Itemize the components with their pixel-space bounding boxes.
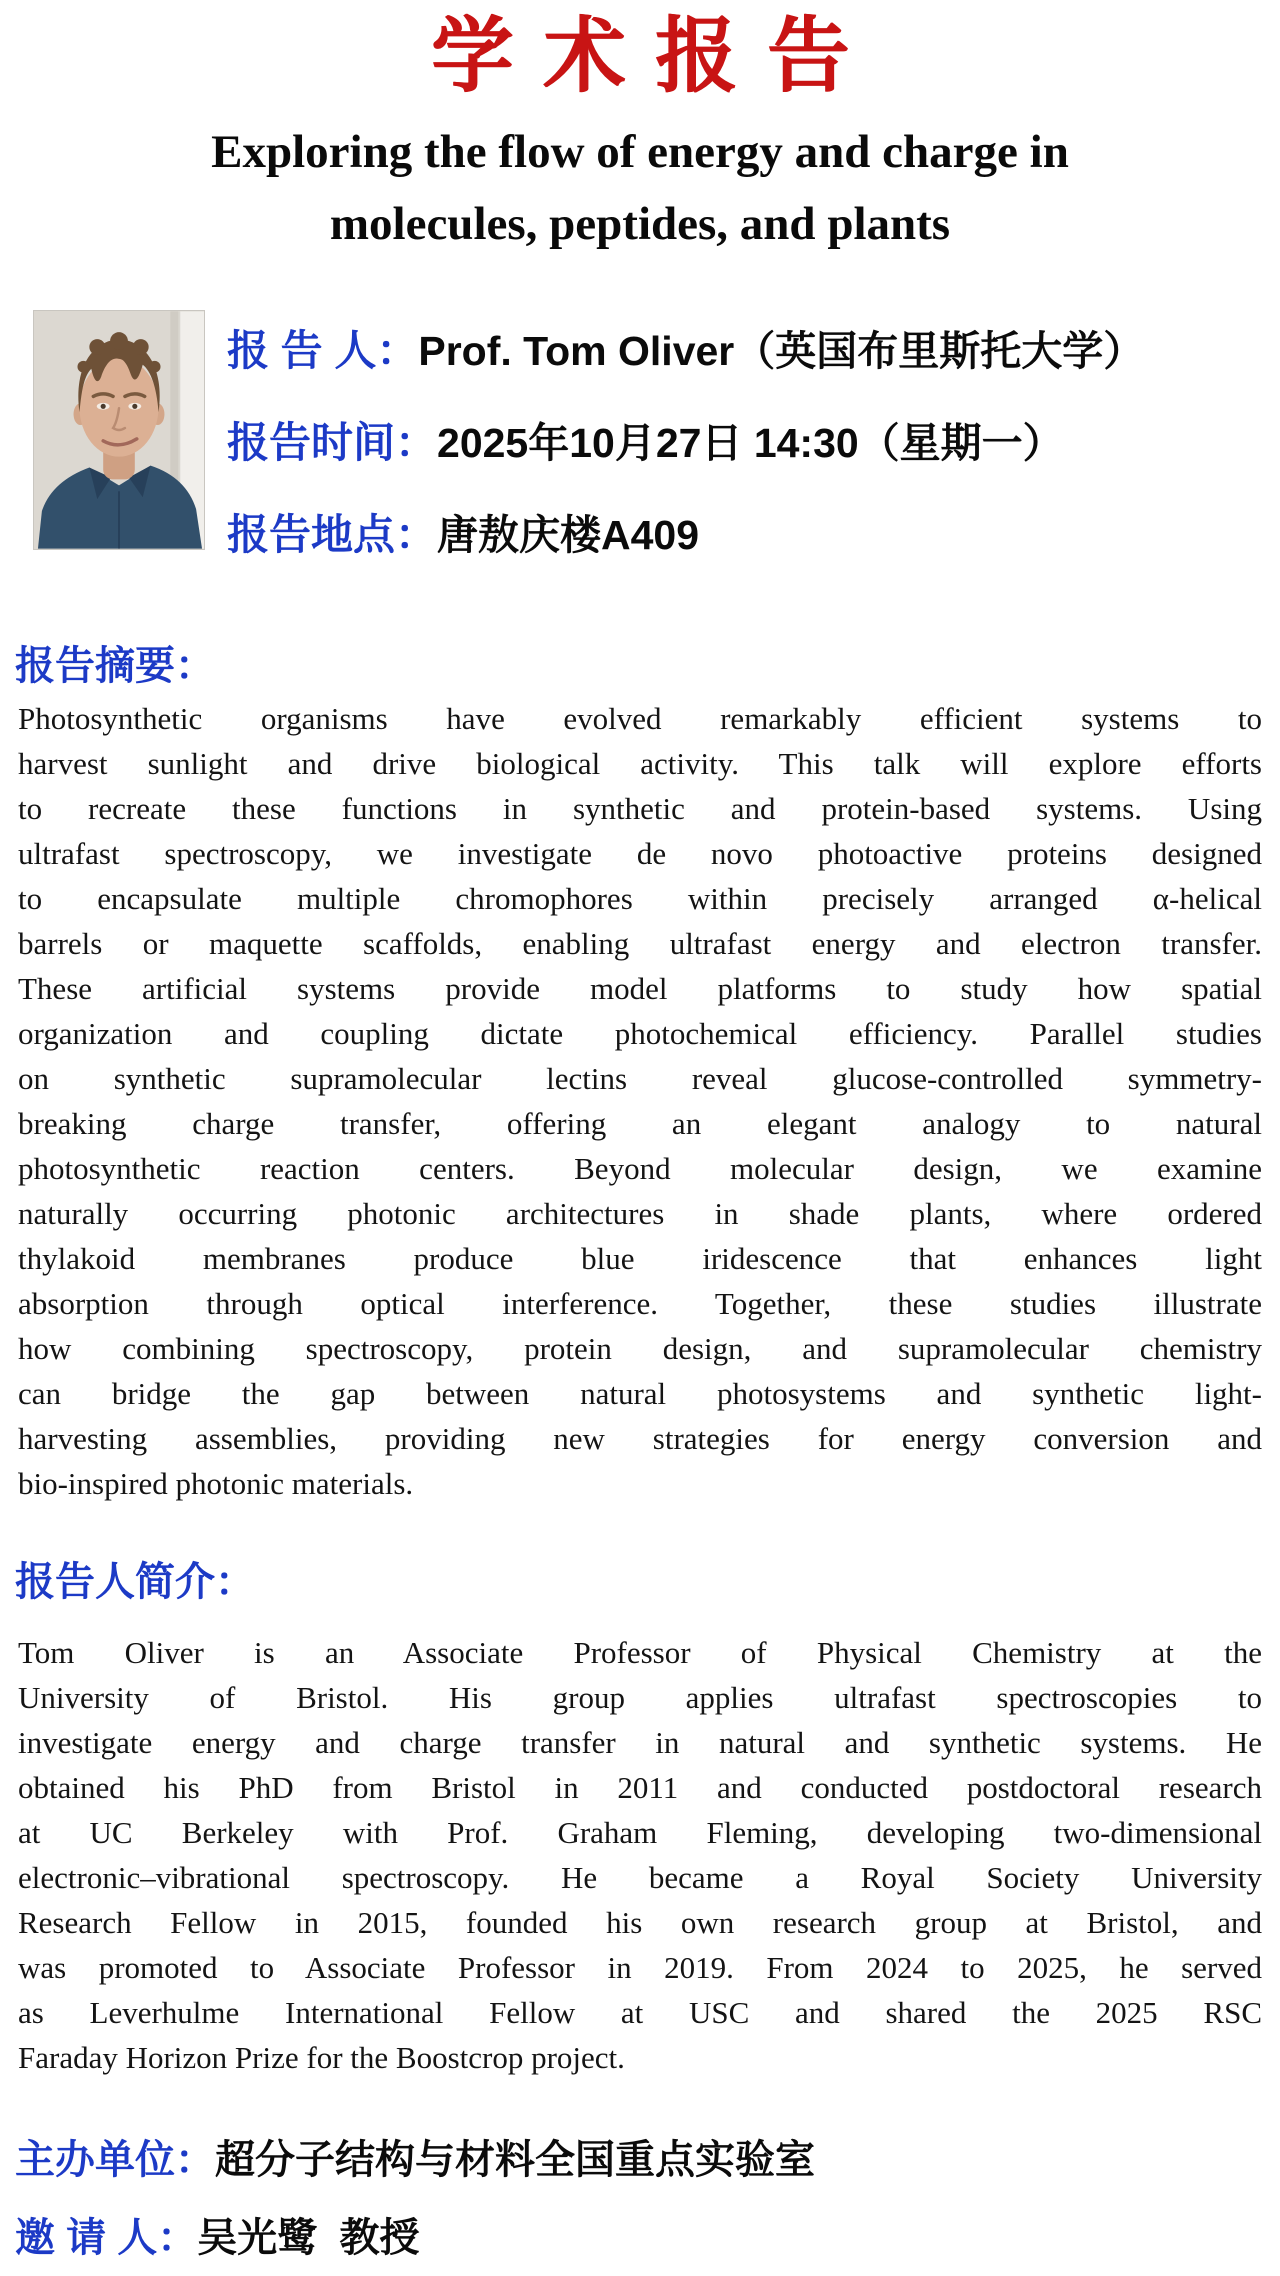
talk-time-label: 报告时间： (227, 419, 438, 466)
talk-location-label: 报告地点： (227, 511, 438, 558)
speaker-info (227, 310, 1144, 600)
abstract-line: absorption through optical interference. Together, these studies illustrate (18, 1286, 1262, 1321)
inviter-label: 邀 请 人： (15, 2216, 198, 2260)
bio-line: Tom Oliver is an Associate Professor of Physical Chemistry at the (18, 1635, 1262, 1670)
talk-title (0, 116, 1280, 260)
bio-line: as Leverhulme International Fellow at USC and shared the 2025 RSC (18, 1995, 1262, 2030)
abstract-line: bio-inspired photonic materials. (18, 1466, 414, 1501)
bio-line: electronic–vibrational spectroscopy. He became a Royal Society University (18, 1860, 1262, 1895)
speaker-section (33, 310, 1280, 600)
speaker-name-value: Prof. Tom Oliver（英国布里斯托大学） (418, 328, 1145, 374)
abstract-line: on synthetic supramolecular lectins reveal glucose-controlled symmetry- (18, 1061, 1262, 1096)
talk-title-line2: molecules, peptides, and plants (329, 198, 951, 250)
abstract-line: harvest sunlight and drive biological activity. This talk will explore efforts (18, 746, 1262, 781)
talk-location-row (227, 508, 1144, 562)
bio-paragraph (18, 1630, 1262, 2080)
talk-time-row (227, 416, 1144, 470)
bio-line: obtained his PhD from Bristol in 2011 and conducted postdoctoral research (18, 1770, 1262, 1805)
abstract-line: how combining spectroscopy, protein design, and supramolecular chemistry (18, 1331, 1262, 1366)
speaker-photo (33, 310, 205, 550)
speaker-name-label: 报 告 人： (227, 327, 419, 374)
speaker-name-row (227, 324, 1144, 378)
speaker-photo-illustration (34, 311, 204, 549)
abstract-line: organization and coupling dictate photochemical efficiency. Parallel studies (18, 1016, 1262, 1051)
inviter-row (15, 2212, 1280, 2264)
abstract-line: photosynthetic reaction centers. Beyond molecular design, we examine (18, 1151, 1262, 1186)
abstract-line: to recreate these functions in synthetic and protein-based systems. Using (18, 791, 1262, 826)
talk-location-value: 唐敖庆楼A409 (437, 512, 700, 558)
abstract-paragraph (18, 696, 1262, 1506)
bio-line: University of Bristol. His group applies ultrafast spectroscopies to (18, 1680, 1262, 1715)
bio-line: investigate energy and charge transfer in natural and synthetic systems. He (18, 1725, 1262, 1760)
abstract-line: can bridge the gap between natural photosystems and synthetic light- (18, 1376, 1262, 1411)
abstract-line: These artificial systems provide model platforms to study how spatial (18, 971, 1262, 1006)
host-row (15, 2134, 1280, 2186)
talk-time-value: 2025年10月27日 14:30（星期一） (437, 420, 1064, 466)
bio-heading: 报告人简介： (15, 1560, 255, 1604)
abstract-line: naturally occurring photonic architectures in shade plants, where ordered (18, 1196, 1262, 1231)
bio-line: Research Fellow in 2015, founded his own research group at Bristol, and (18, 1905, 1262, 1940)
host-value: 超分子结构与材料全国重点实验室 (215, 2138, 815, 2182)
bio-line: at UC Berkeley with Prof. Graham Fleming, developing two-dimensional (18, 1815, 1262, 1850)
banner-title: 学术报告 (430, 8, 879, 104)
abstract-line: barrels or maquette scaffolds, enabling ultrafast energy and electron transfer. (18, 926, 1262, 961)
abstract-line: Photosynthetic organisms have evolved remarkably efficient systems to (18, 701, 1262, 736)
talk-title-line1: Exploring the flow of energy and charge in (211, 126, 1069, 178)
host-label: 主办单位： (15, 2138, 215, 2182)
abstract-line: to encapsulate multiple chromophores within precisely arranged α-helical (18, 881, 1262, 916)
abstract-line: thylakoid membranes produce blue iridescence that enhances light (18, 1241, 1262, 1276)
abstract-line: ultrafast spectroscopy, we investigate de novo photoactive proteins designed (18, 836, 1262, 871)
abstract-line: breaking charge transfer, offering an elegant analogy to natural (18, 1106, 1262, 1141)
bio-line: was promoted to Associate Professor in 2019. From 2024 to 2025, he served (18, 1950, 1262, 1985)
abstract-line: harvesting assemblies, providing new strategies for energy conversion and (18, 1421, 1262, 1456)
abstract-heading: 报告摘要： (15, 644, 215, 688)
inviter-value: 吴光鹭 教授 (197, 2216, 420, 2260)
bio-line: Faraday Horizon Prize for the Boostcrop project. (18, 2040, 625, 2075)
